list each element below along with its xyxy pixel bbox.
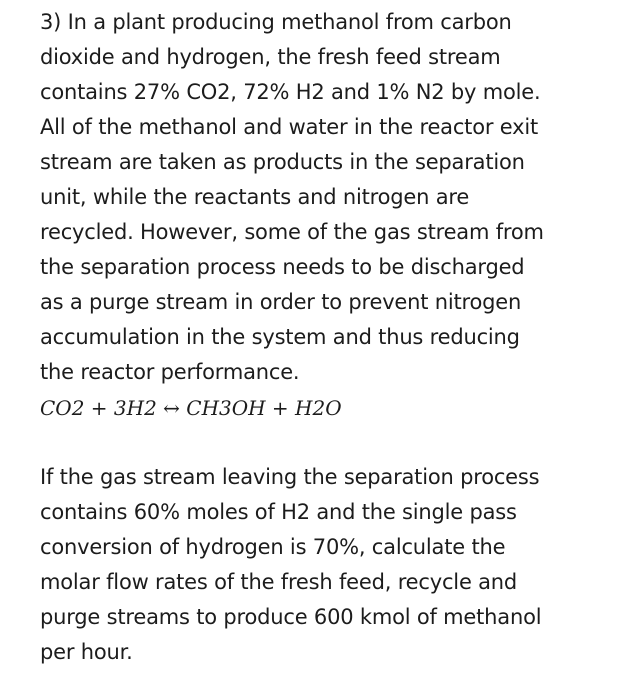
problem-text-line: stream are taken as products in the separation bbox=[40, 150, 525, 174]
problem-text-line: 3) In a plant producing methanol from carbon bbox=[40, 10, 512, 34]
problem-text-line: contains 60% moles of H2 and the single pass bbox=[40, 500, 517, 524]
problem-text-line: per hour. bbox=[40, 640, 133, 664]
problem-text-line: recycled. However, some of the gas stream from bbox=[40, 220, 544, 244]
problem-text-line: If the gas stream leaving the separation process bbox=[40, 465, 540, 489]
problem-text-line: the separation process needs to be discharged bbox=[40, 255, 525, 279]
problem-text-line: conversion of hydrogen is 70%, calculate the bbox=[40, 535, 506, 559]
problem-text-line: as a purge stream in order to prevent nitrogen bbox=[40, 290, 522, 314]
problem-text-line: All of the methanol and water in the reactor exit bbox=[40, 115, 539, 139]
problem-text-line: purge streams to produce 600 kmol of methanol bbox=[40, 605, 542, 629]
problem-text-line: accumulation in the system and thus reducing bbox=[40, 325, 520, 349]
problem-text-line: unit, while the reactants and nitrogen are bbox=[40, 185, 470, 209]
problem-text-line: contains 27% CO2, 72% H2 and 1% N2 by mole. bbox=[40, 80, 541, 104]
reaction-equation: CO2 + 3H2 ↔ CH3OH + H2O bbox=[40, 396, 342, 420]
problem-text-line: dioxide and hydrogen, the fresh feed stream bbox=[40, 45, 501, 69]
problem-text-line: molar flow rates of the fresh feed, recycle and bbox=[40, 570, 518, 594]
problem-text-line: the reactor performance. bbox=[40, 360, 300, 384]
